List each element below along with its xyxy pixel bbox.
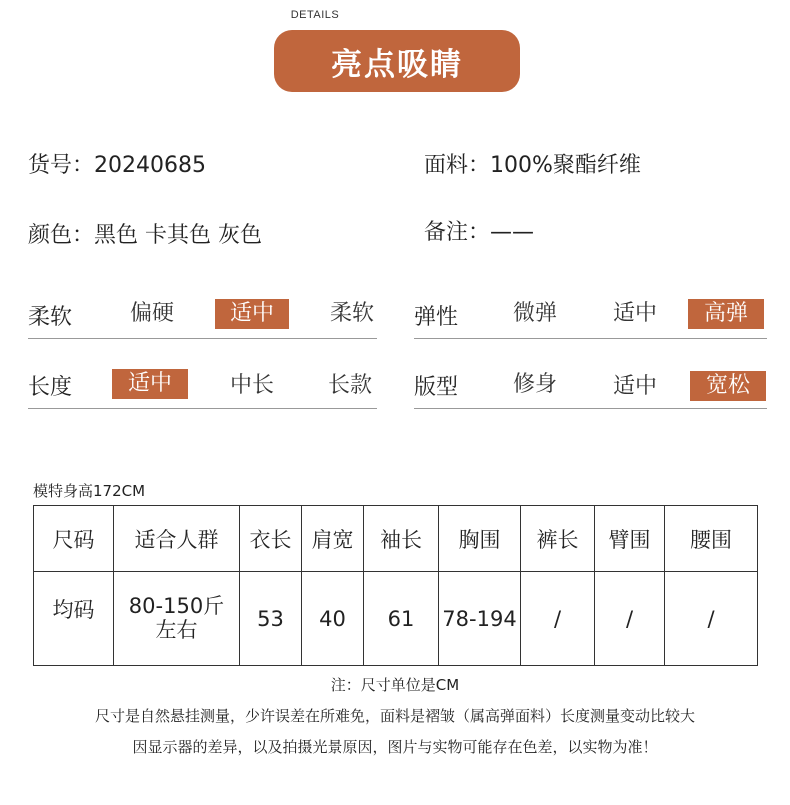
length-option-mid-long: 中长 — [229, 373, 274, 398]
size-cell: / — [665, 572, 758, 666]
size-cell: 61 — [364, 572, 439, 666]
color-info: 颜色：黑色 卡其色 灰色 — [28, 223, 262, 248]
size-cell: 均码 — [34, 572, 114, 666]
size-cell: 53 — [240, 572, 302, 666]
size-cell: / — [521, 572, 595, 666]
disclaimer-line-2: 因显示器的差异，以及拍摄光景原因，图片与实物可能存在色差，以实物为准！ — [132, 738, 658, 756]
sku-info: 货号：20240685 — [28, 153, 206, 178]
remark-info: 备注：—— — [424, 220, 535, 245]
attr-label-fit: 版型 — [414, 375, 459, 400]
unit-note: 注：尺寸单位是CM — [330, 676, 460, 694]
elasticity-option-high: 高弹 — [688, 299, 764, 329]
size-cell: 40 — [302, 572, 364, 666]
elasticity-option-medium: 适中 — [612, 301, 657, 326]
size-table-row — [34, 572, 758, 666]
length-option-long: 长款 — [327, 373, 372, 398]
header-cell: 裤长 — [521, 506, 595, 572]
header-cell: 适合人群 — [114, 506, 240, 572]
size-cell: 78-194 — [439, 572, 521, 666]
attr-label-softness: 柔软 — [28, 305, 73, 330]
softness-option-soft: 柔软 — [329, 301, 374, 326]
divider-line — [414, 338, 767, 339]
softness-option-medium: 适中 — [215, 299, 289, 329]
header-cell: 腰围 — [665, 506, 758, 572]
elasticity-option-slight: 微弹 — [512, 301, 557, 326]
header-cell: 袖长 — [364, 506, 439, 572]
size-table — [33, 505, 758, 666]
divider-line — [28, 338, 377, 339]
size-cell: / — [595, 572, 665, 666]
fit-option-slim: 修身 — [512, 372, 557, 397]
fit-option-loose: 宽松 — [690, 371, 766, 401]
header-cell: 尺码 — [34, 506, 114, 572]
header-cell: 肩宽 — [302, 506, 364, 572]
model-height-note: 模特身高172CM — [33, 482, 146, 500]
fit-option-medium: 适中 — [612, 374, 657, 399]
header-cell: 臂围 — [595, 506, 665, 572]
fabric-info: 面料：100%聚酯纤维 — [424, 153, 641, 178]
header-cell: 衣长 — [240, 506, 302, 572]
attr-label-length: 长度 — [28, 375, 73, 400]
header-cell: 胸围 — [439, 506, 521, 572]
divider-line — [414, 408, 767, 409]
softness-option-hard: 偏硬 — [129, 301, 174, 326]
attr-label-elasticity: 弹性 — [414, 305, 459, 330]
length-option-medium: 适中 — [112, 369, 188, 399]
section-title: 亮点吸睛 — [274, 30, 520, 92]
size-table-header-row — [34, 506, 758, 572]
disclaimer-line-1: 尺寸是自然悬挂测量，少许误差在所难免，面料是褶皱（属高弹面料）长度测量变动比较大 — [94, 707, 695, 725]
details-kicker: DETAILS — [290, 9, 340, 21]
size-cell: 80-150斤 左右 — [114, 572, 240, 666]
divider-line — [28, 408, 377, 409]
